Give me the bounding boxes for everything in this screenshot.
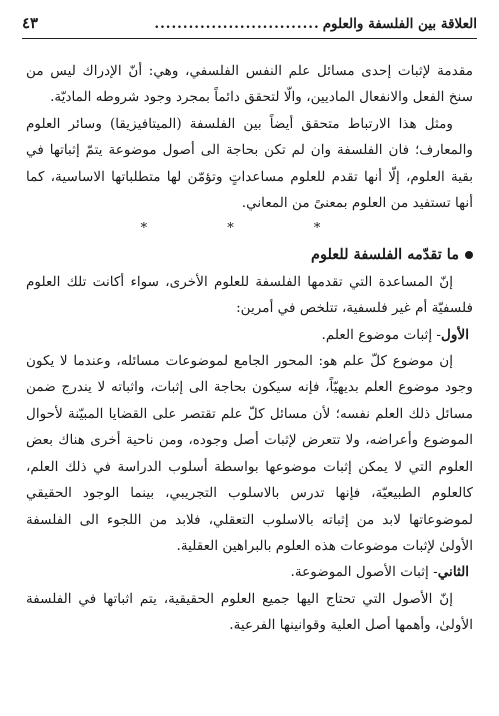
header-leader-dots: ............................. <box>154 16 320 32</box>
point-first <box>26 322 473 348</box>
bullet-icon <box>465 251 473 259</box>
header-title: العلاقة بين الفلسفة والعلوم <box>322 16 477 32</box>
section-heading-text: ما تقدّمه الفلسفة للعلوم <box>311 246 459 264</box>
section-intro: إنّ المساعدة التي تقدمها الفلسفة للعلوم الأخرى، سواء أكانت تلك العلوم فلسفيّة أم غير فلسفية، تتلخص في أمرين: <box>26 273 473 317</box>
paragraph-continuation: مقدمة لإثبات إحدى مسائل علم النفس الفلسفي، وهي: أنّ الإدراك ليس من سنخ الفعل والانفعال الماديين، والّا لتحقق دائماً بمجرد وجود شروطه الماديّة. <box>26 63 473 106</box>
point-first-title: - إثبات موضوع العلم. <box>321 326 442 343</box>
section-heading <box>26 242 473 268</box>
point-second-label: الثاني <box>437 564 469 581</box>
page-number: ٤٣ <box>22 14 39 32</box>
paragraph-metaphysics: ومثل هذا الارتباط متحقق أيضاً بين الفلسفة (الميتافيزيقا) وسائر العلوم والمعارف؛ فان الفلسفة وان لم تكن بحاجة الى أصول موضوعة يتمّ إثباتها في بقية العلوم، إلّا أنها تقدم للعلوم مساعداتٍ وتؤمّن لها متطلباتها الاساسية، كما أنها تستفيد من العلوم بمعنىً من المعاني. <box>26 115 473 212</box>
point-second-body: إنّ الأصول التي تحتاج اليها جميع العلوم الحقيقية، يتم اثباتها في الفلسفة الأولىٰ، وأهمها أصل العلية وقوانينها الفرعية. <box>26 590 473 634</box>
page-body <box>26 58 473 639</box>
point-first-body: إن موضوع كلّ علم هو: المحور الجامع لموضوعات مسائله، وعندما لا يكون وجود موضوع العلم بديهيّاً، فإنه سيكون بحاجة الى إثبات، واثباته لا يندرج ضمن مسائل ذلك العلم نفسه؛ لأن مسائل كلّ علم تقتصر على القضايا المبيّنة لأحوال الموضوع وأعراضه، ولا تتعرض لإثبات أصل وجوده، ومن ناحية أخرى هناك بعض العلوم التي لا يمكن إثبات موضوعها بواسطة أسلوب الدراسة في ذلك العلم، كالعلوم الطبيعيّة، فإنها تدرس بالاسلوب التجريبي، بينما الوجود الحقيقي لموضوعاتها لابد من إثباته بالاسلوب التعقلي، فلابد من اللجوء الى الفلسفة الأولىٰ لإثبات موضوعات هذه العلوم بالبراهين العقلية. <box>26 353 473 554</box>
running-header <box>22 14 477 39</box>
point-first-label: الأول <box>441 326 469 343</box>
point-second <box>26 559 473 585</box>
point-second-title: - إثبات الأصول الموضوعة. <box>290 564 438 581</box>
section-separator: * * * <box>140 221 359 237</box>
